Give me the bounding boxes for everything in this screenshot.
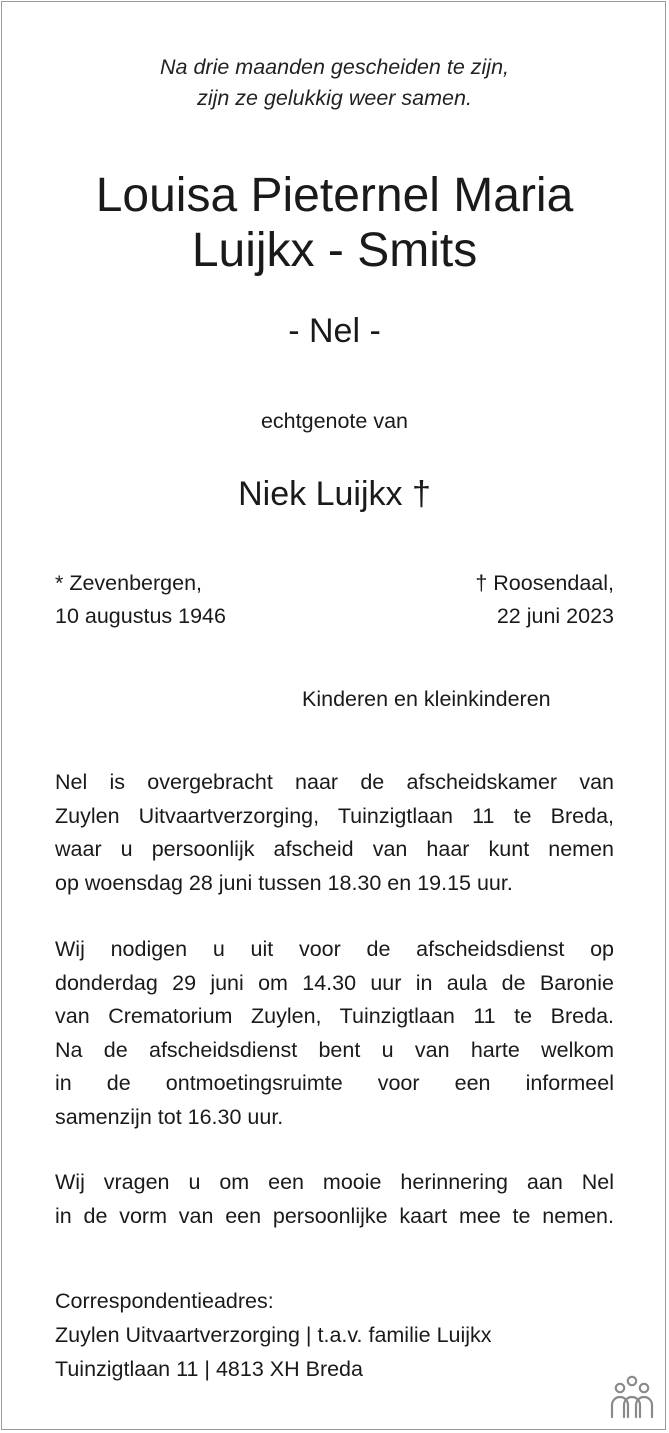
deceased-name-line-2: Luijkx - Smits bbox=[191, 224, 478, 277]
paragraph-line: donderdag 29 juni om 14.30 uur in aula de Baronie bbox=[55, 970, 614, 995]
death-place: † Roosendaal, bbox=[475, 571, 614, 595]
people-group-icon bbox=[606, 1375, 658, 1419]
motto bbox=[0, 52, 669, 114]
paragraph-request bbox=[55, 1166, 614, 1233]
motto-line-1: Na drie maanden gescheiden te zijn, bbox=[160, 55, 509, 79]
paragraph-viewing bbox=[55, 766, 614, 900]
paragraph-line: in de ontmoetingsruimte voor een informeel bbox=[55, 1071, 614, 1095]
paragraph-service bbox=[55, 933, 614, 1134]
birth-date: 10 augustus 1946 bbox=[55, 604, 226, 628]
spouse-name: Niek Luijkx † bbox=[238, 475, 431, 513]
paragraph-line: Wij nodigen u uit voor de afscheidsdienst op bbox=[55, 937, 614, 961]
relation-label: echtgenote van bbox=[260, 409, 409, 433]
paragraph-line: Na de afscheidsdienst bent u van harte welkom bbox=[55, 1037, 614, 1062]
birth-place: * Zevenbergen, bbox=[55, 571, 203, 595]
address-line-2: Tuinzigtlaan 11 | 4813 XH Breda bbox=[55, 1357, 363, 1381]
deceased-name bbox=[0, 168, 669, 278]
paragraph-line: Zuylen Uitvaartverzorging, Tuinzigtlaan 11 te Breda, bbox=[55, 803, 614, 828]
correspondence-address bbox=[55, 1284, 492, 1386]
address-line-1: Zuylen Uitvaartverzorging | t.a.v. familie Luijkx bbox=[55, 1323, 492, 1347]
deceased-nickname: - Nel - bbox=[288, 312, 381, 350]
death-info bbox=[475, 567, 614, 633]
paragraph-line: Nel is overgebracht naar de afscheidskamer van bbox=[55, 770, 614, 794]
death-date: 22 juni 2023 bbox=[496, 604, 614, 628]
paragraph-line: in de vorm van een persoonlijke kaart mee te nemen. bbox=[55, 1203, 614, 1228]
birth-info bbox=[55, 567, 226, 633]
paragraph-line: samenzijn tot 16.30 uur. bbox=[55, 1104, 284, 1129]
deceased-name-line-1: Louisa Pieternel Maria bbox=[95, 169, 574, 222]
family-signature: Kinderen en kleinkinderen bbox=[302, 687, 551, 711]
paragraph-line: op woensdag 28 juni tussen 18.30 en 19.15 uur. bbox=[55, 870, 513, 895]
paragraph-line: waar u persoonlijk afscheid van haar kunt nemen bbox=[55, 837, 614, 861]
paragraph-line: van Crematorium Zuylen, Tuinzigtlaan 11 te Breda. bbox=[55, 1004, 614, 1028]
address-label: Correspondentieadres: bbox=[55, 1289, 274, 1313]
paragraph-line: Wij vragen u om een mooie herinnering aan Nel bbox=[55, 1170, 614, 1194]
motto-line-2: zijn ze gelukkig weer samen. bbox=[197, 86, 472, 110]
